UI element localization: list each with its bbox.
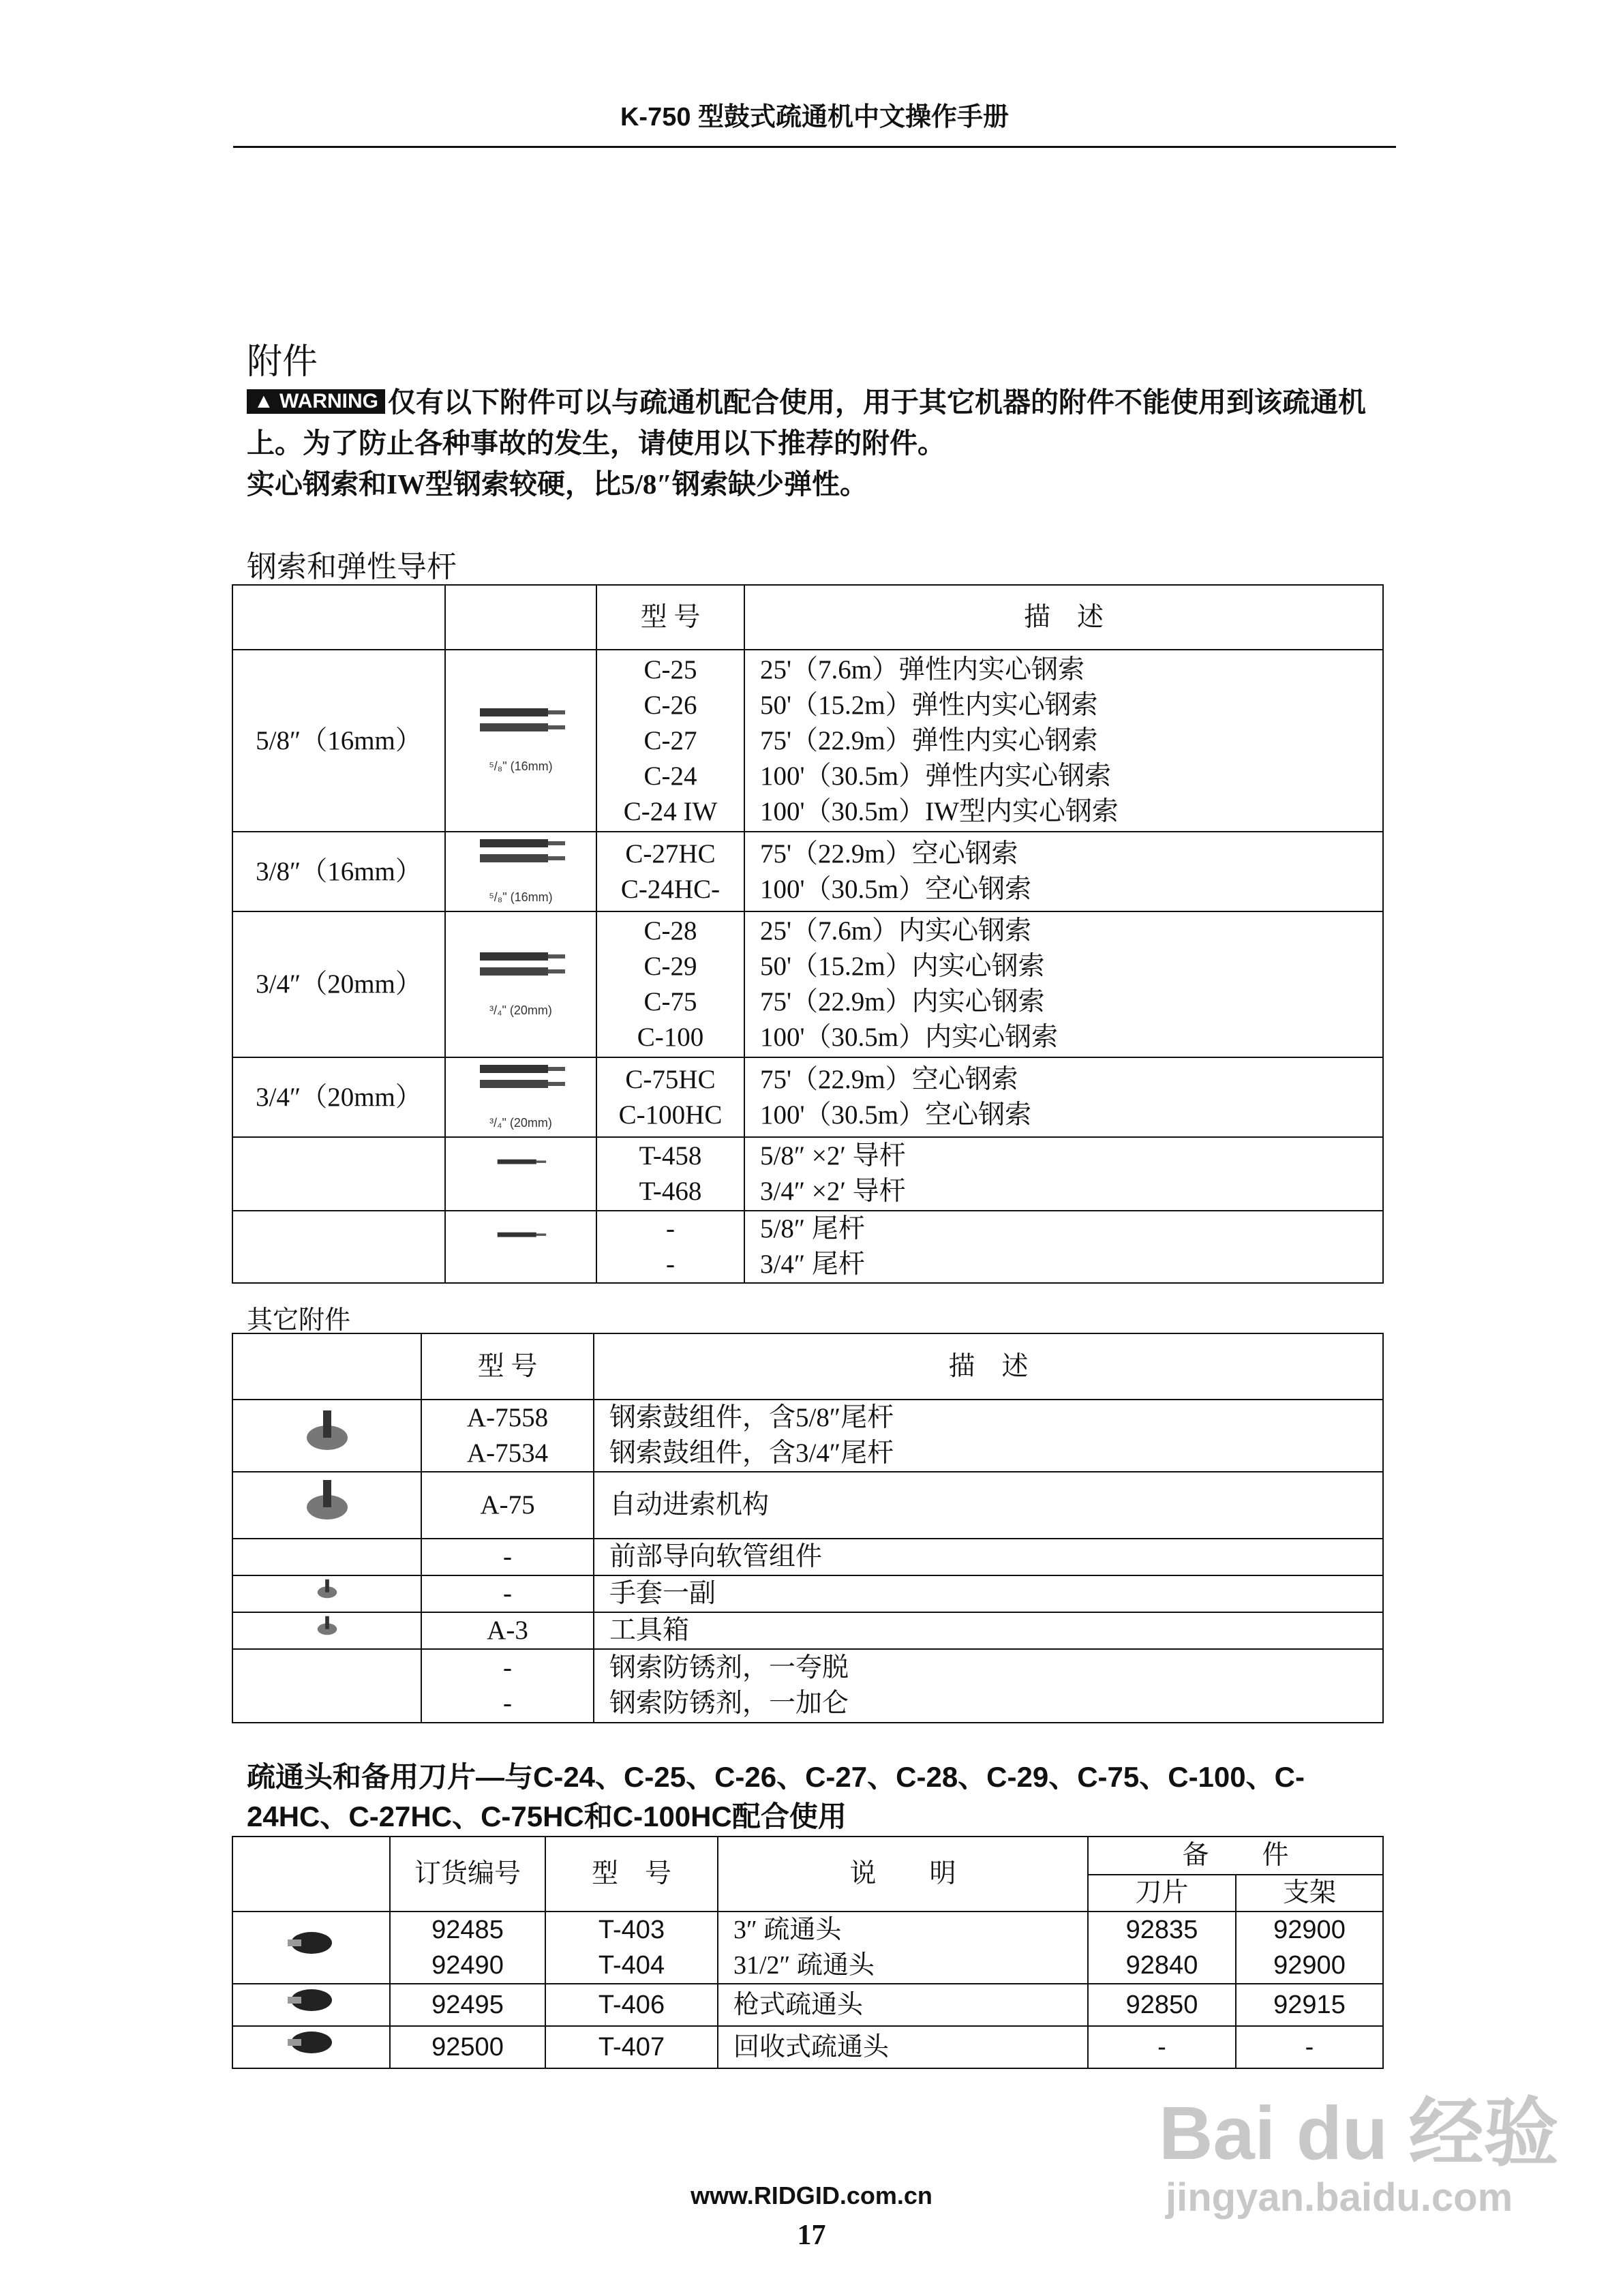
drain-head-icon [281,1927,342,1968]
size-cell: 3/4″（20mm） [232,911,445,1057]
header-cell [232,1837,390,1912]
table-row [232,1400,1383,1472]
image-cell [232,1400,421,1472]
warning-paragraph [247,382,1392,504]
cell-line: 3/4″ 尾杆 [760,1250,865,1279]
drum-icon [300,1400,354,1471]
cell-line: 回收式疏通头 [733,2033,890,2061]
warning-badge: ▲ WARNING [247,389,385,414]
image-cell [445,1057,596,1137]
cell-line: 100'（30.5m）空心钢索 [760,1100,1032,1130]
table-row [232,1137,1383,1211]
bracket-cell [1236,1912,1383,1984]
other-accessories-table [232,1333,1384,1723]
image-cell [445,1211,596,1283]
cell-line: 25'（7.6m）弹性内实心钢索 [760,654,1085,684]
table-header-row [232,1837,1383,1875]
section-title: 附件 [247,342,318,382]
heads-title: 疏通头和备用刀片—与C-24、C-25、C-26、C-27、C-28、C-29、C-75、C-100、C-24HC、C-27HC、C-75HC和C-100HC配合使用 [247,1761,1305,1832]
desc-cell [744,1057,1383,1137]
image-cell [445,1137,596,1211]
cell-line: A-75 [480,1490,535,1520]
desc-cell [594,1472,1383,1539]
model-cell [596,1137,744,1211]
size-cell: 5/8″（16mm） [232,650,445,832]
cell-line: 92900 [1273,1916,1346,1944]
order-cell [390,2026,545,2068]
cell-line: 92840 [1125,1951,1198,1980]
cables-title: 钢索和弹性导杆 [247,550,457,584]
guide-tube-icon [473,1155,568,1192]
cell-line: - [503,1689,512,1718]
cell-line: C-75 [643,987,697,1016]
size-cell: 3/8″（16mm） [232,832,445,911]
header-cell [232,585,445,650]
header-cell: 型 号 [421,1333,594,1400]
cell-line: C-100HC [618,1100,723,1130]
icon-caption: ⁵/₈" (16mm) [489,759,553,773]
model-cell [596,650,744,832]
cell-line: 92915 [1273,1991,1346,2019]
bracket-cell [1236,2026,1383,2068]
heads-table [232,1836,1384,2069]
image-cell [232,2026,390,2068]
blade-cell [1088,1984,1236,2026]
order-cell [390,1984,545,2026]
icon-caption: ³/₄" (20mm) [489,1003,552,1017]
cell-line: 5/8″ ×2′ 导杆 [760,1141,906,1170]
auto-feed-icon [300,1472,354,1538]
image-cell [232,1912,390,1984]
icon-caption: ⁵/₈" (16mm) [489,890,553,904]
leader-rod-icon [473,1228,568,1265]
desc-cell [594,1539,1383,1575]
table-header-row [232,585,1383,650]
cell-line: 92485 [431,1916,504,1944]
cell-line: T-404 [598,1951,665,1980]
bracket-cell [1236,1984,1383,2026]
cell-line: 50'（15.2m）弹性内实心钢索 [760,690,1098,720]
cell-line: 前部导向软管组件 [609,1542,823,1571]
desc-cell [594,1649,1383,1723]
table-row [232,1612,1383,1649]
cell-line: C-25 [643,654,697,684]
cell-line: T-407 [598,2033,665,2061]
model-cell [421,1539,594,1575]
model-cell [421,1612,594,1649]
cell-line: 92500 [431,2033,504,2061]
model-cell [596,1057,744,1137]
model-cell [545,1984,718,2026]
cell-line: C-27HC [625,839,716,868]
cell-line: 自动进索机构 [609,1490,770,1520]
table-row [232,1539,1383,1575]
cell-line: - [503,1653,512,1682]
cell-line: 3″ 疏通头 [733,1916,842,1944]
cables-table [232,584,1384,1284]
cell-line: C-100 [637,1023,704,1052]
cell-line: 50'（15.2m）内实心钢索 [760,952,1045,981]
header-cell: 型 号 [596,585,744,650]
cell-line: C-26 [643,690,697,720]
table-row [232,1057,1383,1137]
header-cell: 描 述 [594,1333,1383,1400]
cable-icon [473,832,568,905]
cable-icon [473,946,568,1018]
cell-line: - [503,1542,512,1571]
model-cell [421,1400,594,1472]
table-row [232,911,1383,1057]
cell-line: 钢索防锈剂，一夸脱 [609,1653,849,1682]
table-row [232,1575,1383,1612]
table-row [232,650,1383,832]
cell-line: 75'（22.9m）空心钢索 [760,839,1018,868]
image-cell [232,1984,390,2026]
cell-line: 92495 [431,1991,504,2019]
table-row [232,1211,1383,1283]
cell-line: 3/4″ ×2′ 导杆 [760,1177,906,1206]
table-row [232,2026,1383,2068]
image-cell [232,1575,421,1612]
image-cell [232,1612,421,1649]
model-cell [545,2026,718,2068]
model-cell [596,832,744,911]
header-divider [233,146,1396,148]
table-header-row [232,1333,1383,1400]
toolbox-icon [300,1613,354,1648]
cell-line: 92850 [1125,1991,1198,2019]
cell-line: 手套一副 [609,1579,716,1608]
cell-line: 工具箱 [609,1616,690,1645]
cell-line: 75'（22.9m）空心钢索 [760,1064,1018,1094]
cell-line: T-406 [598,1991,665,2019]
cell-line: 钢索鼓组件，含5/8″尾杆 [609,1403,894,1432]
model-cell [596,911,744,1057]
image-cell [445,911,596,1057]
cell-line: - [503,1579,512,1608]
cell-line: T-468 [639,1177,702,1206]
cable-icon [473,701,568,774]
desc-cell [744,1211,1383,1283]
desc-cell [744,650,1383,832]
cell-line: 钢索防锈剂，一加仑 [609,1689,849,1718]
header-bracket: 支架 [1236,1875,1383,1912]
cell-line: C-75HC [625,1064,716,1094]
header-desc: 说 明 [718,1837,1088,1912]
cell-line: 100'（30.5m）IW型内实心钢索 [760,796,1119,826]
model-cell [596,1211,744,1283]
cell-line: 100'（30.5m）弹性内实心钢索 [760,761,1112,791]
document-header-title: K-750 型鼓式疏通机中文操作手册 [620,103,1010,132]
model-cell [421,1472,594,1539]
gloves-icon [300,1576,354,1612]
cell-line: - [666,1250,675,1279]
cell-line: 5/8″ 尾杆 [760,1214,865,1243]
desc-cell [744,1137,1383,1211]
header-blade: 刀片 [1088,1875,1236,1912]
desc-cell [718,1912,1088,1984]
model-cell [545,1912,718,1984]
cell-line: C-27 [643,725,697,755]
baidu-watermark [1159,2093,1559,2220]
image-cell [232,1472,421,1539]
header-cell [232,1333,421,1400]
cell-line: - [1305,2033,1314,2061]
table-row [232,1472,1383,1539]
cell-line: 75'（22.9m）内实心钢索 [760,987,1045,1016]
cell-line: C-29 [643,952,697,981]
spade-head-icon [281,1984,342,2025]
page-number: 17 [797,2220,826,2251]
other-title: 其它附件 [247,1306,351,1335]
image-cell [232,1649,421,1723]
image-cell [445,650,596,832]
warning-note: 实心钢索和IW型钢索较硬，比5/8″钢索缺少弹性。 [247,468,868,500]
desc-cell [718,2026,1088,2068]
cell-line: - [1157,2033,1166,2061]
cell-line: A-7558 [466,1403,549,1432]
model-cell [421,1575,594,1612]
icon-caption: ³/₄" (20mm) [489,1116,552,1130]
desc-cell [594,1400,1383,1472]
cell-line: 枪式疏通头 [733,1991,864,2019]
desc-cell [744,832,1383,911]
image-cell [232,1539,421,1575]
image-cell [445,832,596,911]
header-spares: 备 件 [1088,1837,1383,1875]
retrieving-head-icon [281,2027,342,2068]
cell-line: T-458 [639,1141,702,1170]
desc-cell [594,1612,1383,1649]
size-cell [232,1137,445,1211]
table-row [232,832,1383,911]
cell-line: 钢索鼓组件，含3/4″尾杆 [609,1438,894,1468]
cell-line: C-24HC- [620,874,721,904]
header-order: 订货编号 [390,1837,545,1912]
table-row [232,1912,1383,1984]
cable-icon [473,1058,568,1130]
watermark-url: jingyan.baidu.com [1166,2175,1513,2220]
cell-line: A-7534 [466,1438,549,1468]
model-cell [421,1649,594,1723]
cell-line: - [666,1214,675,1243]
blade-cell [1088,2026,1236,2068]
cell-line: 31/2″ 疏通头 [733,1951,875,1980]
watermark-brand: Bai du 经验 [1159,2091,1559,2175]
cell-line: 25'（7.6m）内实心钢索 [760,916,1032,946]
cell-line: C-28 [643,916,697,946]
table-row [232,1984,1383,2026]
header-cell: 描 述 [744,585,1383,650]
header-model: 型 号 [545,1837,718,1912]
size-cell [232,1211,445,1283]
cell-line: 75'（22.9m）弹性内实心钢索 [760,725,1098,755]
footer-url: www.RIDGID.com.cn [691,2181,932,2209]
cell-line: 92490 [431,1951,504,1980]
table-row [232,1649,1383,1723]
cell-line: C-24 IW [623,796,718,826]
desc-cell [718,1984,1088,2026]
desc-cell [744,911,1383,1057]
cell-line: A-3 [487,1616,528,1645]
cell-line: 92900 [1273,1951,1346,1980]
cell-line: 100'（30.5m）空心钢索 [760,874,1032,904]
desc-cell [594,1575,1383,1612]
cell-line: C-24 [643,761,697,791]
order-cell [390,1912,545,1984]
blade-cell [1088,1912,1236,1984]
size-cell: 3/4″（20mm） [232,1057,445,1137]
header-cell [445,585,596,650]
cell-line: T-403 [598,1916,665,1944]
cell-line: 92835 [1125,1916,1198,1944]
cell-line: 100'（30.5m）内实心钢索 [760,1023,1059,1052]
warning-text: 仅有以下附件可以与疏通机配合使用，用于其它机器的附件不能使用到该疏通机上。为了防止各种事故的发生，请使用以下推荐的附件。 [247,387,1367,459]
